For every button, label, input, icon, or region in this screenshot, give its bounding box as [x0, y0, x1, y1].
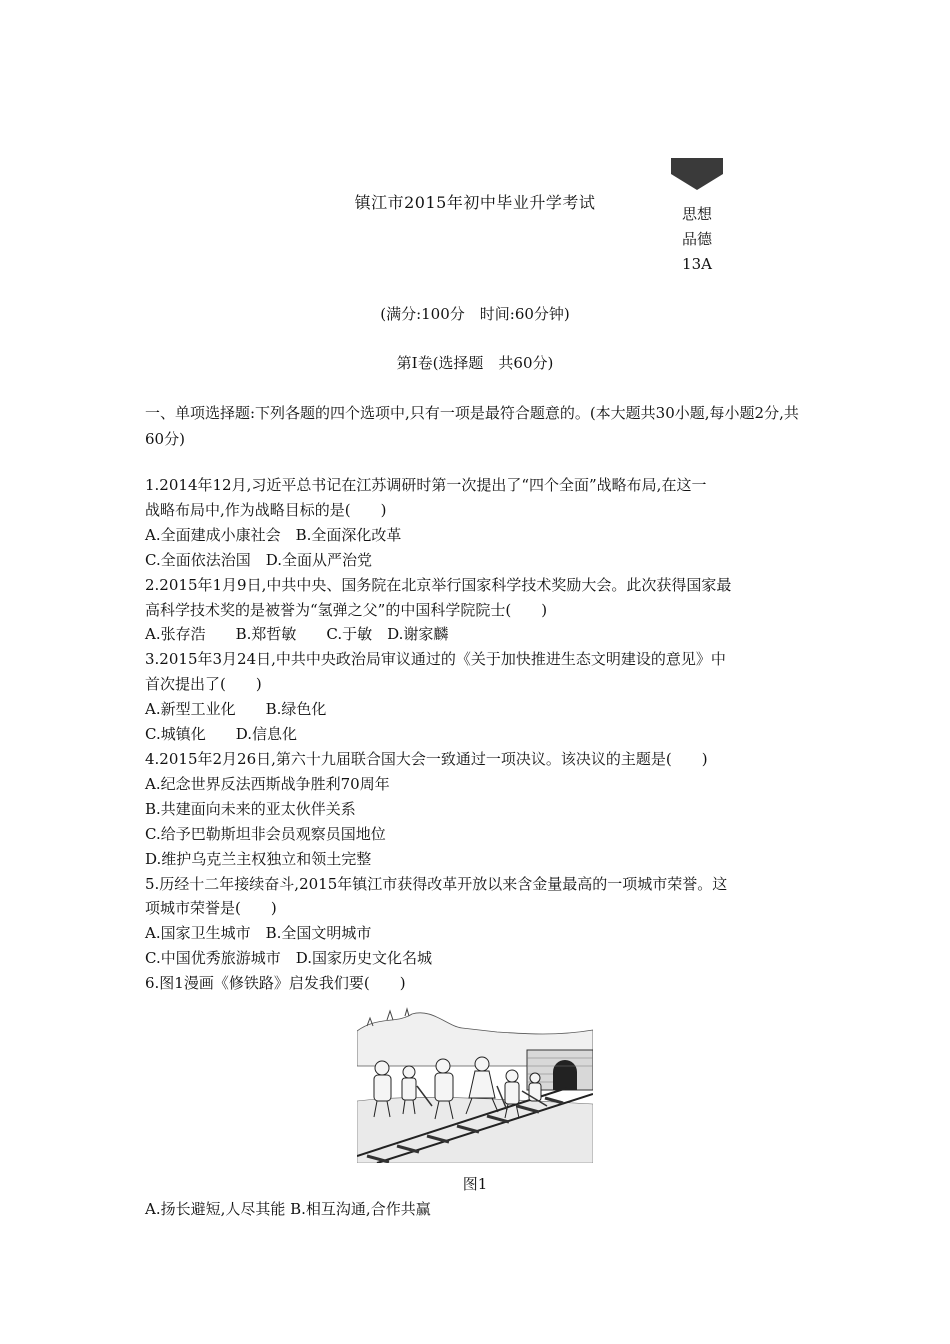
- option-row: A.全面建成小康社会 B.全面深化改革: [145, 525, 402, 544]
- subject-tab-label: [671, 202, 723, 277]
- option-row: A.国家卫生城市 B.全国文明城市: [145, 924, 372, 943]
- question-stem: 高科学技术奖的是被誉为“氢弹之父”的中国科学院院士( ): [145, 600, 548, 619]
- exam-title: 镇江市2015年初中毕业升学考试: [354, 193, 596, 212]
- question-stem: 6.图1漫画《修铁路》启发我们要( ): [145, 974, 406, 993]
- score-time-info: (满分:100分 时间:60分钟): [380, 305, 570, 323]
- subject-tab-code: 13A: [682, 255, 712, 273]
- question-item: [145, 647, 815, 747]
- subject-tab-marker: [671, 158, 723, 190]
- question-stem: 5.历经十二年接续奋斗,2015年镇江市获得改革开放以来含金量最高的一项城市荣誉。这: [145, 874, 728, 893]
- question-stem: 1.2014年12月,习近平总书记在江苏调研时第一次提出了“四个全面”战略布局,在这一: [145, 476, 707, 494]
- question-stem: 首次提出了( ): [145, 675, 262, 694]
- option-row: C.给予巴勒斯坦非会员观察员国地位: [145, 824, 386, 843]
- question-list: [145, 473, 815, 996]
- option-row: A.张存浩 B.郑哲敏 C.于敏 D.谢家麟: [145, 625, 449, 644]
- subject-tab-line: 思想: [681, 205, 712, 223]
- option-row: C.城镇化 D.信息化: [145, 725, 297, 744]
- question-item: [145, 971, 815, 996]
- option-row: A.新型工业化 B.绿色化: [145, 700, 327, 719]
- question-item: [145, 747, 815, 872]
- question-item: [145, 573, 815, 648]
- option-row: C.全面依法治国 D.全面从严治党: [145, 550, 372, 569]
- subject-tab-line: 品德: [681, 230, 712, 248]
- question-stem: 4.2015年2月26日,第六十九届联合国大会一致通过一项决议。该决议的主题是( ): [145, 749, 708, 768]
- option-row: A.扬长避短,人尽其能 B.相互沟通,合作共赢: [145, 1200, 431, 1218]
- option-row: A.纪念世界反法西斯战争胜利70周年: [145, 774, 390, 793]
- question-stem: 战略布局中,作为战略目标的是( ): [145, 500, 387, 519]
- option-row: B.共建面向未来的亚太伙伴关系: [145, 799, 356, 818]
- railway-cartoon-figure: [357, 1006, 593, 1163]
- section-instructions: 一、单项选择题:下列各题的四个选项中,只有一项是最符合题意的。(本大题共30小题,每小题2分,共60分): [145, 404, 799, 448]
- option-row: D.维护乌克兰主权独立和领土完整: [145, 849, 372, 868]
- section-title: 第Ⅰ卷(选择题 共60分): [396, 354, 554, 372]
- question-item: [145, 872, 815, 972]
- figure-caption: 图1: [462, 1175, 488, 1193]
- question-stem: 2.2015年1月9日,中共中央、国务院在北京举行国家科学技术奖励大会。此次获得国家最: [145, 575, 732, 594]
- option-row: C.中国优秀旅游城市 D.国家历史文化名城: [145, 949, 432, 968]
- question-stem: 3.2015年3月24日,中共中央政治局审议通过的《关于加快推进生态文明建设的意见》中: [145, 650, 726, 669]
- question-stem: 项城市荣誉是( ): [145, 899, 277, 918]
- question-item: [145, 473, 815, 573]
